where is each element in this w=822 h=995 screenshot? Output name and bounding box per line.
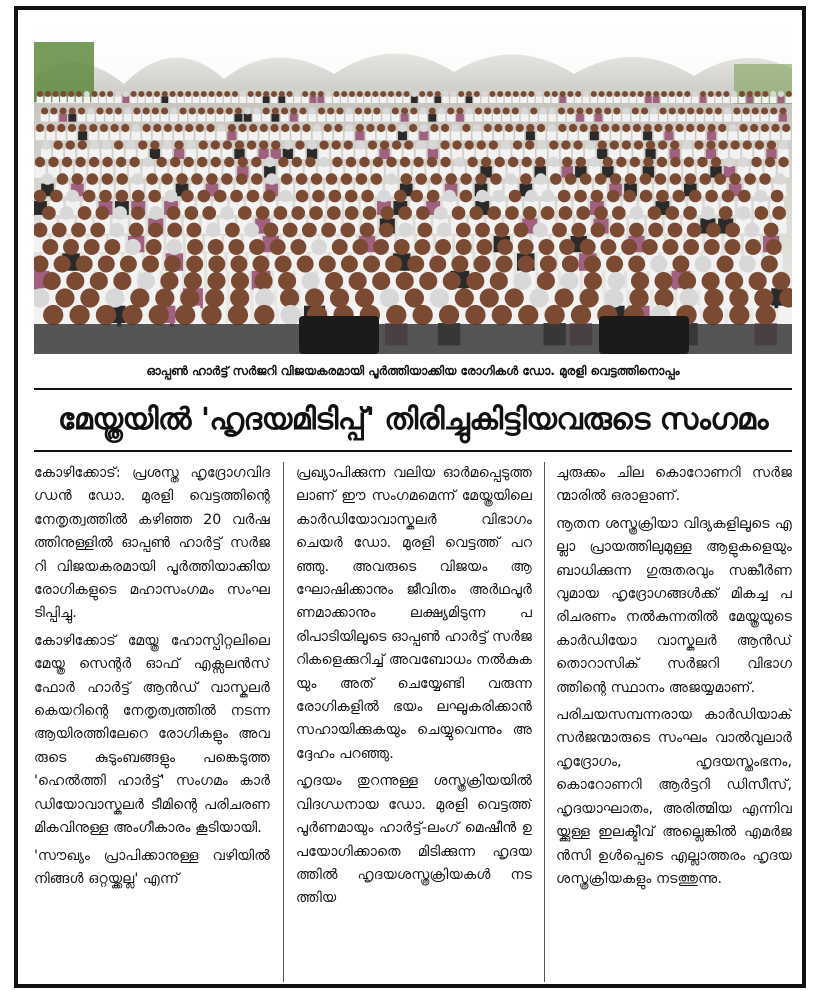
divider <box>34 450 792 452</box>
newspaper-clipping <box>14 6 806 988</box>
divider <box>34 388 792 390</box>
paragraph: കോഴിക്കോട്: പ്രശസ്ത ഹൃദ്രോഗവിദഗ്ധൻ ഡോ. മുരളി വെട്ടത്തിന്റെ നേതൃത്വത്തിൽ കഴിഞ്ഞ 20 വർഷത്തിനുള്ളിൽ ഓപ്പൺ ഹാർട്ട് സർജറി വിജയകരമായി പൂർത്തിയാക്കിയ രോഗികളുടെ മഹാസംഗമം സംഘടിപ്പിച്ചു. <box>34 465 270 622</box>
paragraph: 'സൗഖ്യം പ്രാപിക്കാനുള്ള വഴിയിൽ നിങ്ങൾ ഒറ്റയ്ക്കല്ല' എന്ന് <box>34 847 270 887</box>
paragraph: കോഴിക്കോട് മേയ്ത്ര ഹോസ്പിറ്റലിലെ മേയ്ത്ര സെന്റർ ഓഫ് എക്സലൻസ് ഫോർ ഹാർട്ട് ആൻഡ് വാസ്കുലർ കെയറിന്റെ നേതൃത്വത്തിൽ നടന്ന ആയിരത്തിലേറെ രോഗികളും അവരുടെ കുടുംബങ്ങളും പങ്കെടുത്ത 'ഹെൽത്തി ഹാർട്ട്' സംഗമം കാർഡിയോവാസ്കുലർ ടീമിന്റെ പരിചരണ മികവിനുള്ള അംഗീകാരം കൂടിയായി. <box>34 632 270 837</box>
paragraph: നൂതന ശസ്ത്രക്രിയാ വിദ്യകളിലൂടെ എല്ലാ പ്രായത്തിലുമുള്ള ആളുകളെയും ബാധിക്കുന്ന ഗുരുതരവും സങ്കീർണവുമായ ഹൃദ്രോഗങ്ങൾക്ക് മികച്ച പരിചരണം നൽകുന്നതിൽ മേയ്ത്രയുടെ കാർഡിയോ വാസ്കുലർ ആൻഡ് തൊറാസിക് സർജറി വിഭാഗത്തിന്റെ സ്ഥാനം അജയ്യമാണ്. <box>556 515 792 696</box>
column-divider <box>544 462 545 982</box>
column-2 <box>296 462 532 982</box>
paragraph: ഹൃദയം തുറന്നുള്ള ശസ്ത്രക്രിയയിൽ വിദഗ്ധനായ ഡോ. മുരളി വെട്ടത്ത് പൂർണമായും ഹാർട്ട്-ലംഗ് മെഷീൻ ഉപയോഗിക്കാതെ മിടിക്കുന്ന ഹൃദയത്തിൽ ഹൃദയശസ്ത്രക്രിയകൾ നടത്തിയ <box>296 773 532 907</box>
column-divider <box>283 462 284 982</box>
column-3 <box>556 462 792 982</box>
column-1 <box>34 462 270 982</box>
paragraph: പരിചയസമ്പന്നരായ കാർഡിയാക് സർജന്മാരുടെ സംഘം വാൽവുലാർ ഹൃദ്രോഗം, ഹൃദയസ്തംഭനം, കൊറോണറി ആർട്ടറി ഡിസീസ്, ഹൃദയാഘാതം, അരിത്മിയ എന്നിവയ്ക്കുള്ള ഇലക്ടീവ് അല്ലെങ്കിൽ എമർജൻസി ഉൾപ്പെടെ എല്ലാത്തരം ഹൃദയ ശസ്ത്രക്രിയകളും നടത്തുന്നു. <box>556 707 792 887</box>
paragraph: ചുരുക്കം ചില കൊറോണറി സർജന്മാരിൽ ഒരാളാണ്. <box>556 465 792 505</box>
article-body <box>34 462 792 982</box>
photo-caption: ഓപ്പൺ ഹാർട്ട് സർജറി വിജയകരമായി പൂർത്തിയാക്കിയ രോഗികൾ ഡോ. മുരളി വെട്ടത്തിനൊപ്പം <box>146 364 680 378</box>
headline: മേയ്ത്രയിൽ 'ഹൃദയമിടിപ്പ്' തിരിച്ചുകിട്ടിയവരുടെ സംഗമം <box>57 402 769 437</box>
paragraph: പ്രഖ്യാപിക്കുന്ന വലിയ ഓർമപ്പെടുത്തലാണ് ഈ സംഗമമെന്ന് മേയ്ത്രയിലെ കാർഡിയോവാസ്കുലർ വിഭാഗം ചെയർ ഡോ. മുരളി വെട്ടത്ത് പറഞ്ഞു. അവരുടെ വിജയം ആഘോഷിക്കാനും ജീവിതം അർഥപൂർണമാക്കാനും ലക്ഷ്യമിടുന്ന പരിപാടിയിലൂടെ ഓപ്പൺ ഹാർട്ട് സർജറികളെക്കുറിച്ച് അവബോധം നൽകുകയും അത് ചെയ്യേണ്ടി വരുന്ന രോഗികളിൽ ഭയം ലഘൂകരിക്കാൻ സഹായിക്കുകയും ചെയ്യുവെന്നും അദ്ദേഹം പറഞ്ഞു. <box>296 465 532 762</box>
group-photo <box>34 24 792 354</box>
